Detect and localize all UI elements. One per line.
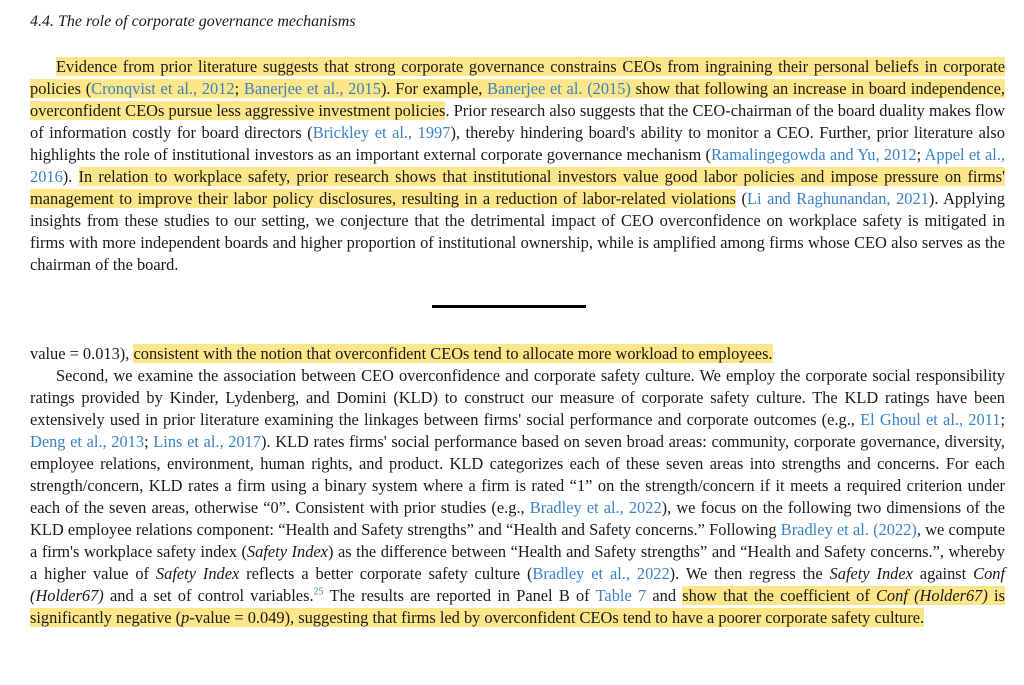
text: The results are reported in Panel B of <box>323 586 596 605</box>
text: reflects a better corporate safety culture ( <box>239 564 533 583</box>
citation-link[interactable]: Bradley et al., 2022 <box>529 498 662 517</box>
citation-link[interactable]: Bradley et al., 2022 <box>532 564 670 583</box>
text: ), thereby hindering board's ability to monitor a CEO. Further, prior literature also highlights the role of institutional investors as an important external corporate governance mechanism ( <box>30 123 1005 164</box>
text: and a set of control variables. <box>103 586 314 605</box>
text: Evidence from prior literature suggests that strong corporate governance constrains CEOs from ingraining their personal beliefs in corporate policies ( <box>30 57 1005 98</box>
text: . Prior research also suggests that the CEO-chairman of the board duality makes flow of information costly for board directors ( <box>30 101 1006 142</box>
text: ; <box>144 432 154 451</box>
text: -value = 0.049), suggesting that firms led by overconfident CEOs tend to have a poorer corporate safety culture. <box>189 608 925 627</box>
table-link[interactable]: Table 7 <box>595 586 647 605</box>
text: show that following an increase in board independence, overconfident CEOs pursue less aggressive investment policies <box>30 79 1005 120</box>
text: against <box>912 564 974 583</box>
text: and <box>646 586 683 605</box>
text: show that the coefficient of <box>682 586 876 605</box>
citation-link[interactable]: Lins et al., 2017 <box>153 432 261 451</box>
text: ) as the difference between “Health and Safety strengths” and “Health and Safety concerns.”, whereby a higher value of <box>30 542 1005 583</box>
italic-term: Conf (Holder67) <box>30 564 1006 605</box>
text: ). We then regress the <box>669 564 830 583</box>
text: ; <box>1000 410 1005 429</box>
italic-term: p <box>181 608 190 627</box>
text: ( <box>735 189 747 208</box>
highlight: In relation to workplace safety, prior research shows that institutional investors value good labor policies and impose pressure on firms' management to improve their labor policy disclosures, resulting in a reduction of labor-related violations <box>30 167 1005 208</box>
paragraph-safety-culture <box>30 365 1005 629</box>
citation-link[interactable]: Bradley et al. (2022) <box>780 520 917 539</box>
text: ; <box>916 145 925 164</box>
text: ). <box>62 167 79 186</box>
footnote-link[interactable]: 25 <box>313 586 324 598</box>
italic-term: Safety Index <box>155 564 240 583</box>
italic-term: Conf (Holder67) <box>876 586 988 605</box>
citation-link[interactable]: Li and Raghunandan, 2021 <box>746 189 929 208</box>
text: Second, we examine the association between CEO overconfidence and corporate safety culture. We employ the corporate social responsibility ratings provided by Kinder, Lydenberg, and Domini (KLD) to construct our measure of corporate safety culture. The KLD ratings have been extensively used in prior literature examining the linkages between firms' social performance and corporate outcomes (e.g., <box>30 366 1005 429</box>
citation-link[interactable]: Ramalingegowda and Yu, 2012 <box>710 145 917 164</box>
highlight: consistent with the notion that overconfident CEOs tend to allocate more workload to employees. <box>133 344 773 363</box>
text: ), we focus on the following two dimensions of the KLD employee relations component: “Health and Safety strengths” and “Health and Safety concerns.” Following <box>30 498 1006 539</box>
text: , we compute a firm's workplace safety index ( <box>30 520 1005 561</box>
text: ). For example, <box>380 79 488 98</box>
text: ). KLD rates firms' social performance based on seven broad areas: community, corporate governance, diversity, employee relations, environment, human rights, and product. KLD categorizes each of these seven areas into strengths and concerns. For each strength/concern, KLD rates a firm using a binary system where a firm is rated “1” on the strength/concern if it meets a required criterion under each of the seven areas, otherwise “0”. Consistent with prior studies (e.g., <box>30 432 1005 517</box>
italic-term: Safety Index <box>246 542 328 561</box>
italic-term: Safety Index <box>829 564 913 583</box>
text: is significantly negative ( <box>30 586 1005 627</box>
section-heading: 4.4. The role of corporate governance mechanisms <box>30 13 356 30</box>
citation-link[interactable]: Banerjee et al. (2015) <box>487 79 631 98</box>
text: value = 0.013), <box>30 344 134 363</box>
citation-link[interactable]: Deng et al., 2013 <box>30 432 145 451</box>
text: ; <box>234 79 244 98</box>
citation-link[interactable]: Appel et al., 2016 <box>30 145 1005 186</box>
citation-link[interactable]: Cronqvist et al., 2012 <box>91 79 235 98</box>
citation-link[interactable]: El Ghoul et al., 2011 <box>860 410 1001 429</box>
citation-link[interactable]: Banerjee et al., 2015 <box>243 79 381 98</box>
text: ). Applying insights from these studies to our setting, we conjecture that the detrimental impact of CEO overconfidence on workplace safety is mitigated in firms with more independent boards and higher proportion of institutional ownership, while is amplified among firms whose CEO also serves as the chairman of the board. <box>30 189 1005 274</box>
paragraph-continuation <box>30 343 1005 365</box>
paragraph-governance <box>30 56 1005 276</box>
citation-link[interactable]: Brickley et al., 1997 <box>312 123 451 142</box>
section-divider <box>432 305 586 308</box>
